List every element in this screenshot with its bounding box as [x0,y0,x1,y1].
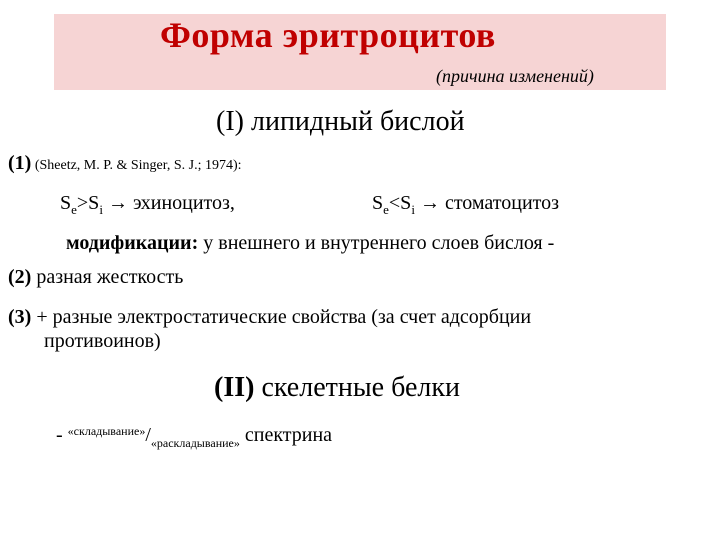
item-2-text: разная жесткость [31,266,184,288]
modifications-label: модификации: [66,232,199,254]
item-3-number: (3) [8,306,32,328]
spectrin-unfold: «раскладывание» [150,436,240,450]
formula-left-sub-i: i [99,202,103,217]
item-2 [8,266,183,289]
modifications-text: у внешнего и внутреннего слоев бислоя - [198,232,555,254]
item-1-reference: (Sheetz, M. P. & Singer, S. J.; 1974): [31,158,242,173]
formula-left-s: S [60,192,72,214]
formula-left-sub-e: e [71,202,77,217]
page-title: Форма эритроцитов [160,15,496,55]
spectrin-slash: / [145,424,151,446]
formula-left-result: → эхиноцитоз, [102,192,235,214]
section-2-number: (II) [214,372,255,403]
item-3-continuation: противоинов) [44,330,161,352]
formula-right-sub-i: i [411,202,415,217]
formula-left-gt-s: >S [76,192,100,214]
formula-right-s: S [372,192,384,214]
formula-right-lt-s: <S [388,192,412,214]
section-1-title: липидный бислой [243,106,465,137]
item-1 [8,152,242,175]
spectrin-fold: «складывание» [67,424,146,438]
formula-right-result: → стоматоцитоз [414,192,560,214]
item-3 [8,306,531,329]
spectrin-dash: - [56,424,68,446]
formula-echinocytosis [60,192,235,218]
section-2-heading [214,372,460,404]
page-subtitle: (причина изменений) [436,66,594,86]
spectrin-line [56,424,332,451]
item-2-number: (2) [8,266,32,288]
item-3-text: + разные электростатические свойства (за счет адсорбции [31,306,532,328]
spectrin-word: спектрина [239,424,333,446]
section-2-title: скелетные белки [254,372,460,403]
item-1-number: (1) [8,152,32,174]
section-1-heading [216,106,465,138]
formula-stomatocytosis [372,192,559,218]
section-1-number: (I) [216,106,244,137]
formula-right-sub-e: e [383,202,389,217]
modifications-line [66,232,554,255]
